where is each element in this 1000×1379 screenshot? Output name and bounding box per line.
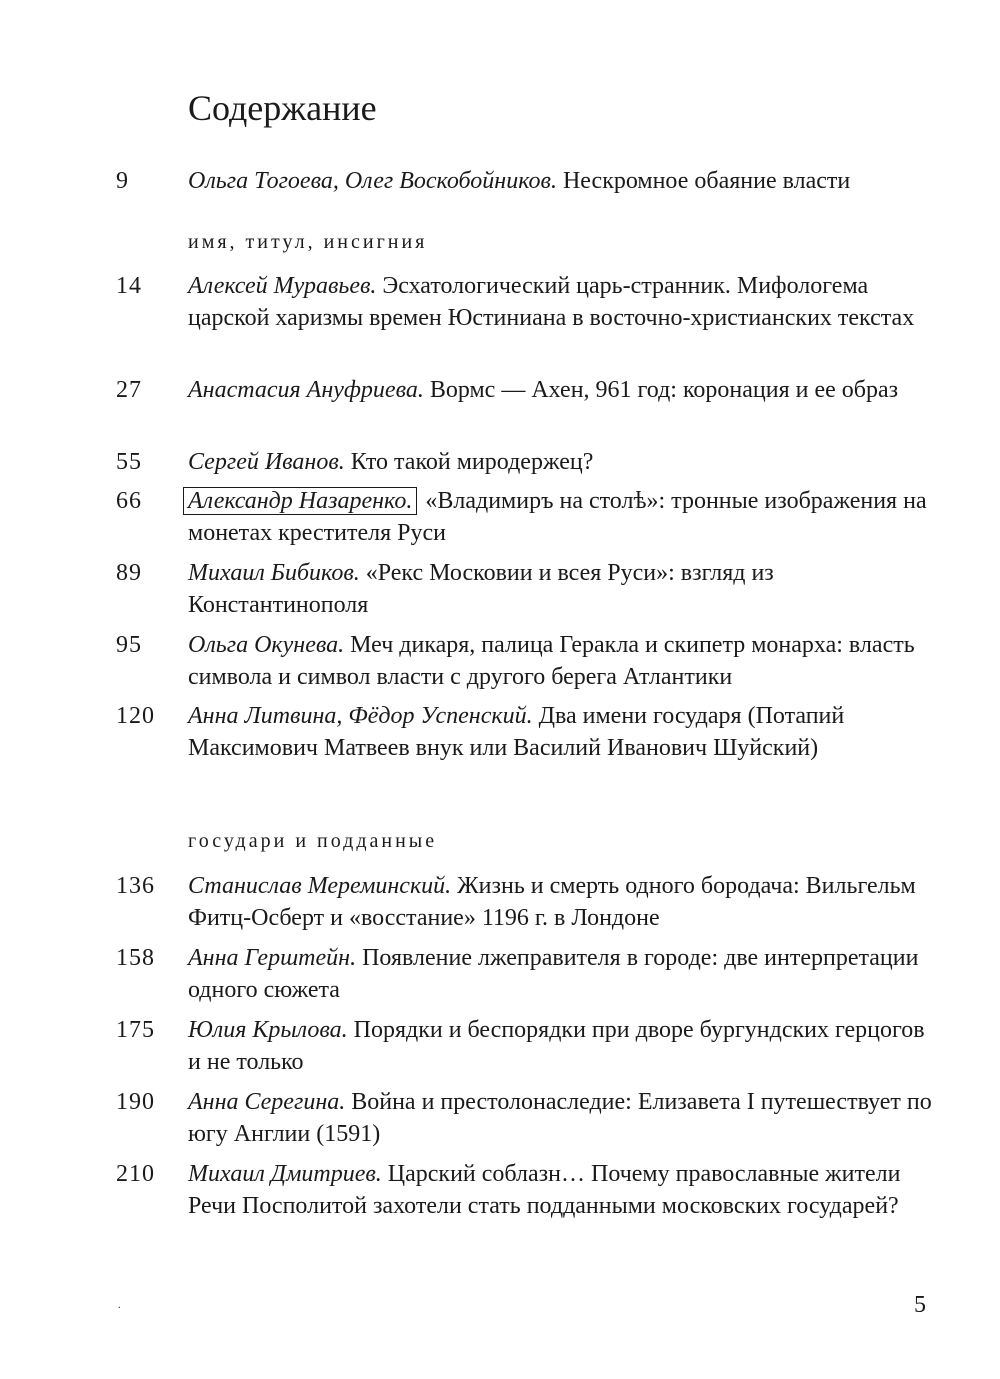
entry-page-number: 175 [116,1017,155,1043]
entry-title: Вормс — Ахен, 961 год: коронация и ее образ [429,377,899,403]
page-title: Содержание [188,88,377,128]
entry-author: Анна Литвина, Фёдор Успенский. [188,703,533,729]
entry-title: Царский соблазн… Почему православные жители Речи Посполитой захотели стать подданными московских государей? [188,1161,901,1219]
entry-page-number: 14 [116,273,142,299]
entry-title: Эсхатологический царь-странник. Мифологема царской харизмы времен Юстиниана в восточно-христианских текстах [188,273,915,331]
entry-page-number: 66 [116,488,142,514]
entry-title: Жизнь и смерть одного бородача: Вильгельм Фитц-Осберт и «восстание» 1196 г. в Лондоне [188,873,916,931]
entry-page-number: 27 [116,377,142,403]
entry-page-number: 55 [116,449,142,475]
entry-page-number: 89 [116,560,142,586]
entry-author: Алексей Муравьев. [188,273,377,299]
entry-author: Анна Серегина. [188,1089,346,1115]
entry-title: «Рекс Московии и всея Руси»: взгляд из Константинополя [188,560,774,618]
entry-page-number: 210 [116,1161,155,1187]
entry-author-highlighted: Александр Назаренко. [183,487,417,515]
entry-title: Порядки и беспорядки при дворе бургундских герцогов и не только [188,1017,925,1075]
entry-title: Нескромное обаяние власти [562,168,851,194]
entry-author: Анна Герштейн. [188,945,357,971]
entry-author: Михаил Дмитриев. [188,1161,382,1187]
entry-author: Юлия Крылова. [188,1017,348,1043]
entry-page-number: 120 [116,703,155,729]
entry-page-number: 190 [116,1089,155,1115]
entry-title: Война и престолонаследие: Елизавета I путешествует по югу Англии (1591) [188,1089,932,1147]
entry-author: Сергей Иванов. [188,449,345,475]
entry-title: Два имени государя (Потапий Максимович Матвеев внук или Василий Иванович Шуйский) [188,703,845,761]
entry-title: Появление лжеправителя в городе: две интерпретации одного сюжета [188,945,919,1003]
entry-title: «Владимиръ на столѣ»: тронные изображения на монетах крестителя Руси [188,488,927,546]
entry-title: Меч дикаря, палица Геракла и скипетр монарха: власть символа и символ власти с другого берега Атлантики [188,632,915,690]
entry-page-number: 158 [116,945,155,971]
section-heading: имя, титул, инсигния [188,231,428,253]
entry-page-number: 136 [116,873,155,899]
page-number: 5 [914,1292,926,1318]
entry-author: Станислав Мереминский. [188,873,452,899]
entry-author: Анастасия Ануфриева. [188,377,424,403]
footer-mark: . [118,1300,121,1311]
entry-author: Михаил Бибиков. [188,560,360,586]
entry-author: Ольга Окунева. [188,632,345,658]
entry-title: Кто такой миродержец? [350,449,594,475]
section-heading: государи и подданные [188,830,438,852]
entry-author: Ольга Тогоева, Олег Воскобойников. [188,168,557,194]
entry-page-number: 9 [116,168,129,194]
entry-page-number: 95 [116,632,142,658]
